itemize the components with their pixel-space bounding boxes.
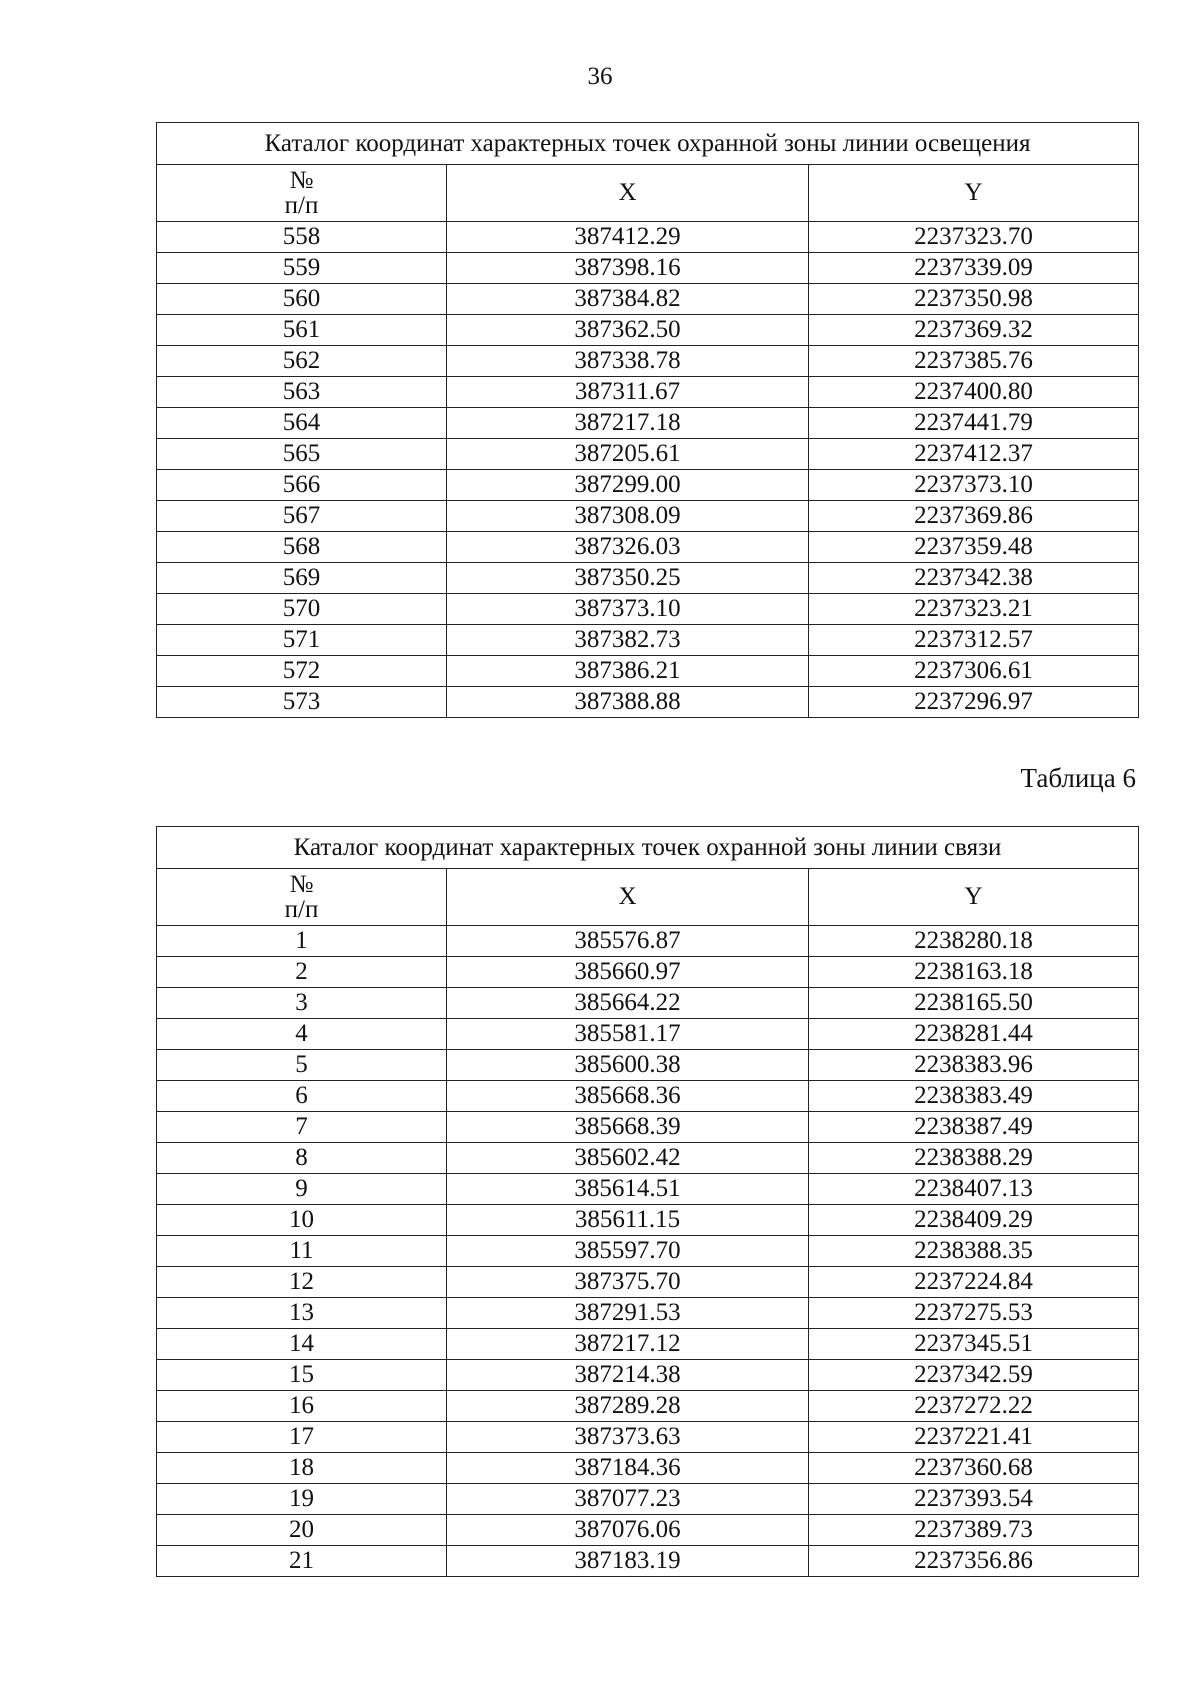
table-row	[157, 1546, 1139, 1577]
cell-number: 566	[157, 470, 447, 501]
cell-number: 565	[157, 439, 447, 470]
cell-y: 2238388.29	[809, 1143, 1139, 1174]
table-row	[157, 1484, 1139, 1515]
cell-number: 5	[157, 1050, 447, 1081]
cell-number: 573	[157, 687, 447, 718]
cell-x: 387076.06	[447, 1515, 809, 1546]
cell-x: 387412.29	[447, 222, 809, 253]
cell-y: 2237369.32	[809, 315, 1139, 346]
page-number: 36	[587, 63, 613, 90]
cell-y: 2238409.29	[809, 1205, 1139, 1236]
cell-number: 2	[157, 957, 447, 988]
cell-x: 385597.70	[447, 1236, 809, 1267]
cell-number: 19	[157, 1484, 447, 1515]
table-row	[157, 563, 1139, 594]
table-row	[157, 253, 1139, 284]
table-row	[157, 926, 1139, 957]
column-header-y: Y	[809, 869, 1139, 926]
cell-y: 2238165.50	[809, 988, 1139, 1019]
cell-x: 385664.22	[447, 988, 809, 1019]
table-row	[157, 1298, 1139, 1329]
table-row	[157, 1050, 1139, 1081]
column-header-x: X	[447, 165, 809, 222]
cell-x: 387326.03	[447, 532, 809, 563]
column-header-number	[157, 165, 447, 222]
cell-x: 387217.18	[447, 408, 809, 439]
cell-number: 558	[157, 222, 447, 253]
cell-x: 387384.82	[447, 284, 809, 315]
cell-number: 14	[157, 1329, 447, 1360]
cell-y: 2238407.13	[809, 1174, 1139, 1205]
cell-x: 385581.17	[447, 1019, 809, 1050]
cell-x: 385600.38	[447, 1050, 809, 1081]
cell-x: 387386.21	[447, 656, 809, 687]
table-row	[157, 1453, 1139, 1484]
cell-number: 20	[157, 1515, 447, 1546]
table-row	[157, 284, 1139, 315]
cell-y: 2237312.57	[809, 625, 1139, 656]
cell-number: 12	[157, 1267, 447, 1298]
table-header-row	[157, 869, 1139, 926]
cell-number: 562	[157, 346, 447, 377]
table-row	[157, 532, 1139, 563]
table-row	[157, 687, 1139, 718]
table-row	[157, 594, 1139, 625]
cell-number: 9	[157, 1174, 447, 1205]
cell-x: 387214.38	[447, 1360, 809, 1391]
cell-x: 385660.97	[447, 957, 809, 988]
cell-y: 2238163.18	[809, 957, 1139, 988]
cell-number: 6	[157, 1081, 447, 1112]
cell-number: 3	[157, 988, 447, 1019]
table-row	[157, 470, 1139, 501]
cell-number: 7	[157, 1112, 447, 1143]
cell-x: 387217.12	[447, 1329, 809, 1360]
cell-y: 2238388.35	[809, 1236, 1139, 1267]
table-row	[157, 1391, 1139, 1422]
cell-number: 16	[157, 1391, 447, 1422]
table-caption: Каталог координат характерных точек охранной зоны линии освещения	[157, 123, 1139, 165]
cell-number: 572	[157, 656, 447, 687]
cell-x: 387183.19	[447, 1546, 809, 1577]
table-row	[157, 1267, 1139, 1298]
table-row	[157, 957, 1139, 988]
table-row	[157, 1236, 1139, 1267]
cell-x: 387382.73	[447, 625, 809, 656]
cell-x: 385668.36	[447, 1081, 809, 1112]
table-row	[157, 1360, 1139, 1391]
table-row	[157, 1174, 1139, 1205]
cell-number: 4	[157, 1019, 447, 1050]
cell-y: 2237393.54	[809, 1484, 1139, 1515]
cell-number: 21	[157, 1546, 447, 1577]
cell-number: 569	[157, 563, 447, 594]
cell-y: 2237339.09	[809, 253, 1139, 284]
cell-number: 568	[157, 532, 447, 563]
cell-y: 2237373.10	[809, 470, 1139, 501]
cell-y: 2238281.44	[809, 1019, 1139, 1050]
table-row	[157, 346, 1139, 377]
cell-y: 2237369.86	[809, 501, 1139, 532]
cell-number: 11	[157, 1236, 447, 1267]
table-label: Таблица 6	[1020, 763, 1136, 793]
table-row	[157, 439, 1139, 470]
cell-x: 387077.23	[447, 1484, 809, 1515]
table-row	[157, 501, 1139, 532]
cell-y: 2237275.53	[809, 1298, 1139, 1329]
table-row	[157, 1205, 1139, 1236]
cell-number: 560	[157, 284, 447, 315]
coordinates-table-communication	[156, 826, 1139, 1577]
cell-y: 2237360.68	[809, 1453, 1139, 1484]
cell-number: 571	[157, 625, 447, 656]
cell-x: 387350.25	[447, 563, 809, 594]
table-caption-row	[157, 827, 1139, 869]
cell-x: 387373.63	[447, 1422, 809, 1453]
cell-y: 2237272.22	[809, 1391, 1139, 1422]
column-header-number	[157, 869, 447, 926]
cell-number: 18	[157, 1453, 447, 1484]
cell-x: 385614.51	[447, 1174, 809, 1205]
column-header-number-line1: №	[289, 167, 314, 194]
cell-y: 2237389.73	[809, 1515, 1139, 1546]
table-row	[157, 1422, 1139, 1453]
cell-x: 387375.70	[447, 1267, 809, 1298]
cell-y: 2237385.76	[809, 346, 1139, 377]
cell-y: 2237342.59	[809, 1360, 1139, 1391]
cell-x: 387311.67	[447, 377, 809, 408]
cell-y: 2238387.49	[809, 1112, 1139, 1143]
cell-number: 8	[157, 1143, 447, 1174]
cell-y: 2237342.38	[809, 563, 1139, 594]
cell-y: 2237441.79	[809, 408, 1139, 439]
cell-number: 567	[157, 501, 447, 532]
cell-x: 387289.28	[447, 1391, 809, 1422]
table-row	[157, 408, 1139, 439]
table-row	[157, 1143, 1139, 1174]
table-caption-row	[157, 123, 1139, 165]
table-row	[157, 1081, 1139, 1112]
table-row	[157, 988, 1139, 1019]
table-row	[157, 656, 1139, 687]
cell-x: 387184.36	[447, 1453, 809, 1484]
coordinates-table-lighting	[156, 122, 1139, 718]
cell-x: 387338.78	[447, 346, 809, 377]
table-row	[157, 625, 1139, 656]
column-header-number-line2: п/п	[284, 896, 319, 923]
cell-x: 385576.87	[447, 926, 809, 957]
cell-y: 2237356.86	[809, 1546, 1139, 1577]
cell-number: 15	[157, 1360, 447, 1391]
cell-y: 2237359.48	[809, 532, 1139, 563]
table-header-row	[157, 165, 1139, 222]
column-header-y: Y	[809, 165, 1139, 222]
cell-y: 2237323.70	[809, 222, 1139, 253]
table-row	[157, 1515, 1139, 1546]
cell-y: 2237345.51	[809, 1329, 1139, 1360]
table-row	[157, 1019, 1139, 1050]
cell-x: 387388.88	[447, 687, 809, 718]
cell-x: 387308.09	[447, 501, 809, 532]
cell-y: 2237412.37	[809, 439, 1139, 470]
cell-x: 387291.53	[447, 1298, 809, 1329]
cell-x: 385602.42	[447, 1143, 809, 1174]
cell-x: 387205.61	[447, 439, 809, 470]
column-header-number-line2: п/п	[284, 192, 319, 219]
cell-number: 17	[157, 1422, 447, 1453]
cell-y: 2237400.80	[809, 377, 1139, 408]
cell-y: 2237306.61	[809, 656, 1139, 687]
cell-y: 2237350.98	[809, 284, 1139, 315]
table-row	[157, 1112, 1139, 1143]
cell-x: 385611.15	[447, 1205, 809, 1236]
cell-number: 1	[157, 926, 447, 957]
cell-x: 387362.50	[447, 315, 809, 346]
cell-x: 387373.10	[447, 594, 809, 625]
table-body	[157, 123, 1139, 718]
cell-number: 563	[157, 377, 447, 408]
cell-x: 387398.16	[447, 253, 809, 284]
table-caption: Каталог координат характерных точек охранной зоны линии связи	[157, 827, 1139, 869]
cell-y: 2237296.97	[809, 687, 1139, 718]
cell-number: 561	[157, 315, 447, 346]
cell-x: 387299.00	[447, 470, 809, 501]
cell-y: 2237323.21	[809, 594, 1139, 625]
cell-number: 564	[157, 408, 447, 439]
table-body	[157, 827, 1139, 1577]
cell-y: 2237224.84	[809, 1267, 1139, 1298]
cell-y: 2238280.18	[809, 926, 1139, 957]
table-row	[157, 1329, 1139, 1360]
table-row	[157, 377, 1139, 408]
cell-x: 385668.39	[447, 1112, 809, 1143]
cell-y: 2238383.96	[809, 1050, 1139, 1081]
cell-number: 559	[157, 253, 447, 284]
table-row	[157, 222, 1139, 253]
table-row	[157, 315, 1139, 346]
cell-y: 2238383.49	[809, 1081, 1139, 1112]
column-header-number-line1: №	[289, 871, 314, 898]
column-header-x: X	[447, 869, 809, 926]
cell-number: 10	[157, 1205, 447, 1236]
cell-y: 2237221.41	[809, 1422, 1139, 1453]
cell-number: 570	[157, 594, 447, 625]
cell-number: 13	[157, 1298, 447, 1329]
